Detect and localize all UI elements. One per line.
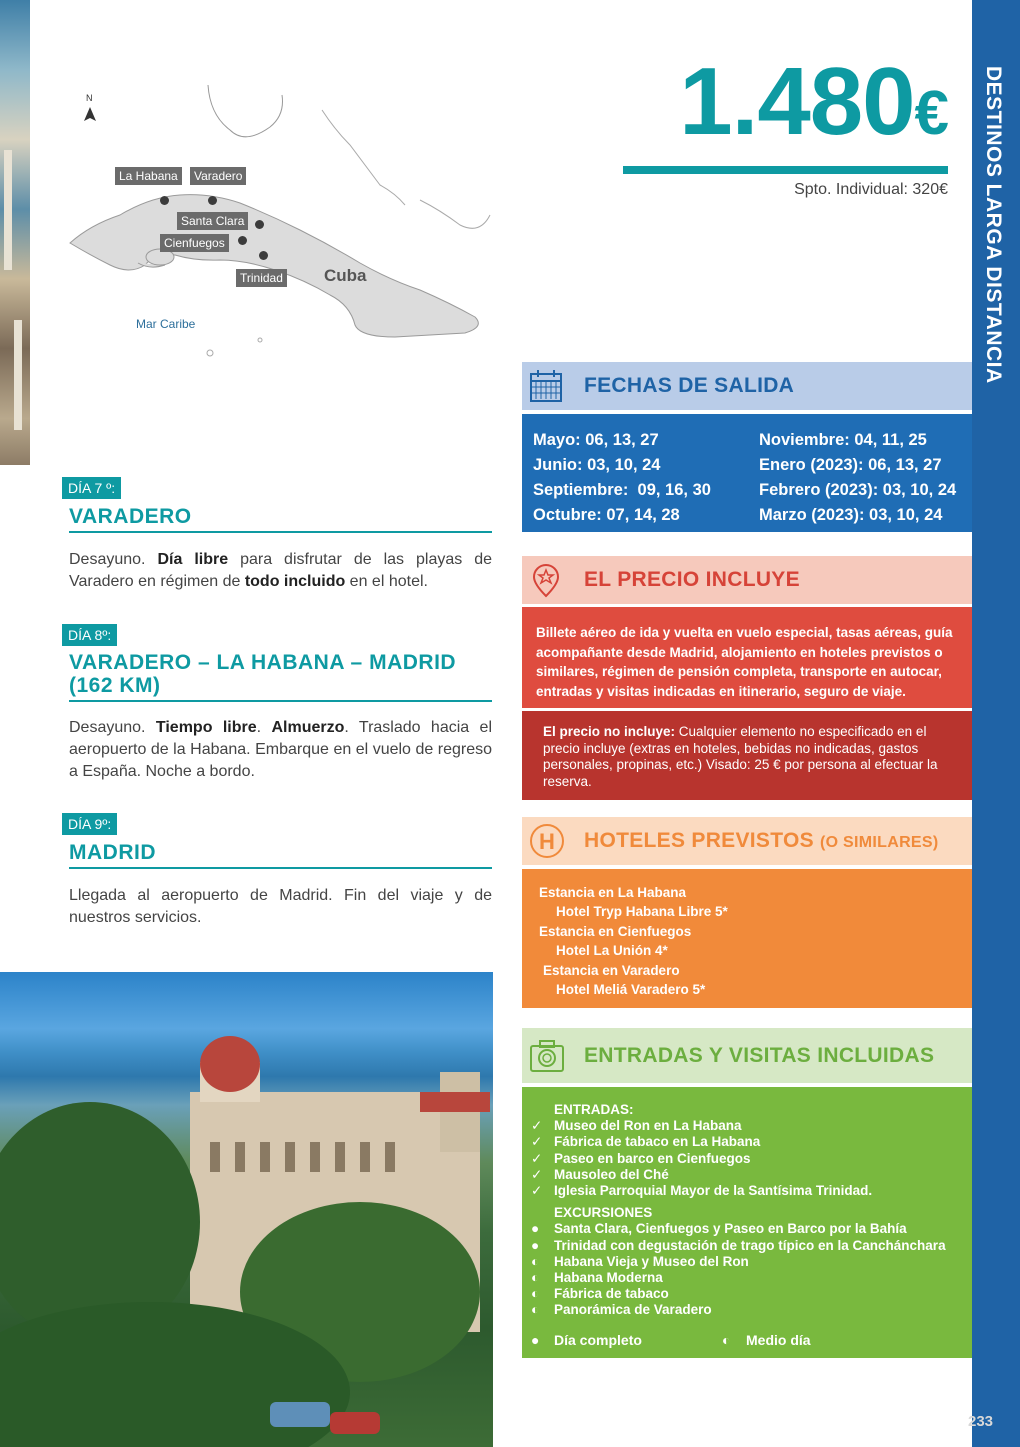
excursion-item bbox=[531, 1286, 972, 1302]
text-bold: Día libre bbox=[157, 551, 229, 568]
fecha-item: Mayo: 06, 13, 27 bbox=[533, 431, 659, 449]
half-day-icon: ◐ bbox=[531, 1270, 540, 1286]
map-label-santa-clara: Santa Clara bbox=[177, 212, 248, 230]
excursion-text: Fábrica de tabaco bbox=[554, 1286, 669, 1302]
map-label-varadero: Varadero bbox=[190, 167, 246, 185]
incluye-header bbox=[522, 556, 972, 604]
entrada-text: Museo del Ron en La Habana bbox=[554, 1118, 742, 1134]
check-icon: ✓ bbox=[531, 1134, 543, 1150]
map-dot-trinidad bbox=[259, 251, 268, 260]
fechas-body bbox=[522, 414, 972, 532]
map-label-cienfuegos: Cienfuegos bbox=[160, 234, 229, 252]
entradas-header bbox=[522, 1028, 972, 1083]
day-8-title-line2: (162 KM) bbox=[69, 674, 161, 697]
day-7-tag: DÍA 7 º: bbox=[62, 477, 121, 499]
excursiones-label: EXCURSIONES bbox=[554, 1205, 653, 1221]
map-label-la-habana: La Habana bbox=[115, 167, 182, 185]
fecha-item: Septiembre: 09, 16, 30 bbox=[533, 481, 711, 499]
text-part: . bbox=[256, 719, 272, 736]
check-icon: ✓ bbox=[531, 1166, 543, 1182]
half-day-icon: ◐ bbox=[531, 1286, 540, 1302]
text-part: Desayuno. bbox=[69, 719, 156, 736]
legend-full-day: Día completo bbox=[554, 1332, 642, 1348]
fecha-item: Junio: 03, 10, 24 bbox=[533, 456, 661, 474]
excursion-item bbox=[531, 1302, 972, 1318]
check-icon: ✓ bbox=[531, 1150, 543, 1166]
excursion-item bbox=[531, 1221, 972, 1237]
excursion-item bbox=[531, 1254, 972, 1270]
entrada-item bbox=[531, 1167, 972, 1183]
hotel-icon-letter: H bbox=[539, 829, 556, 854]
half-day-icon: ◐ bbox=[722, 1332, 731, 1348]
fecha-item: Febrero (2023): 03, 10, 24 bbox=[759, 481, 957, 499]
incluye-title: EL PRECIO INCLUYE bbox=[584, 568, 800, 591]
fechas-title: FECHAS DE SALIDA bbox=[584, 374, 795, 397]
fechas-column-1 bbox=[533, 428, 711, 528]
north-arrow-icon bbox=[80, 91, 100, 131]
text-part: Desayuno. bbox=[69, 551, 158, 568]
day-8-tag: DÍA 8º: bbox=[62, 624, 117, 646]
excursion-legend bbox=[531, 1332, 811, 1348]
cienfuegos-palace-photo bbox=[0, 972, 493, 1447]
price-currency: € bbox=[914, 79, 948, 148]
day-7-text bbox=[69, 549, 492, 593]
hotel-stay: Estancia en Varadero bbox=[543, 962, 680, 978]
camera-icon bbox=[528, 1037, 566, 1075]
hoteles-title-small: (O SIMILARES) bbox=[819, 833, 939, 851]
calendar-icon bbox=[528, 368, 564, 404]
excursion-item bbox=[531, 1270, 972, 1286]
single-supplement: Spto. Individual: 320€ bbox=[794, 181, 948, 198]
day-9-title: MADRID bbox=[69, 841, 492, 869]
no-incluye-body bbox=[522, 711, 972, 800]
legend-half-day: Medio día bbox=[746, 1332, 811, 1348]
excursion-text: Habana Vieja y Museo del Ron bbox=[554, 1253, 749, 1269]
map-dot-la-habana bbox=[160, 196, 169, 205]
entrada-item bbox=[531, 1151, 972, 1167]
excursion-item bbox=[531, 1238, 972, 1254]
excursion-text: Trinidad con degustación de trago típico en la Canchánchara bbox=[554, 1237, 946, 1253]
entradas-body bbox=[522, 1087, 972, 1358]
day-9-text: Llegada al aeropuerto de Madrid. Fin del viaje y de nuestros servicios. bbox=[69, 887, 492, 926]
half-day-icon: ◐ bbox=[531, 1302, 540, 1318]
text-part: . Traslado hacia el aeropuerto de la Habana. Embarque en el vuelo de regreso a España. Noche a bordo. bbox=[69, 719, 493, 780]
day-8-title bbox=[69, 651, 492, 702]
left-photo-strip bbox=[0, 0, 30, 465]
check-icon: ✓ bbox=[531, 1118, 543, 1134]
hoteles-header bbox=[522, 817, 972, 865]
entrada-item bbox=[531, 1134, 972, 1150]
hoteles-title: HOTELES PREVISTOS bbox=[584, 829, 814, 852]
full-day-icon: ● bbox=[531, 1221, 540, 1237]
palace-photo-illustration bbox=[0, 972, 493, 1447]
entradas-label: ENTRADAS: bbox=[554, 1102, 634, 1117]
text-bold: Tiempo libre bbox=[155, 719, 257, 736]
full-day-icon: ● bbox=[531, 1332, 540, 1348]
map-dot-varadero bbox=[208, 196, 217, 205]
full-day-icon: ● bbox=[531, 1237, 540, 1253]
text-bold: Almuerzo bbox=[271, 719, 345, 736]
photo-column-detail bbox=[14, 320, 22, 430]
hoteles-body bbox=[522, 869, 972, 1008]
fechas-column-2 bbox=[759, 428, 956, 528]
hotel-name: Hotel Tryp Habana Libre 5* bbox=[556, 904, 728, 920]
no-incluye-text: Cualquier elemento no especificado en el precio incluye (extras en hoteles, bebidas no indicadas, gastos personales, propinas, etc.) Visado: 25 € por persona al efectuar la reserva. bbox=[543, 724, 938, 789]
map-label-trinidad: Trinidad bbox=[236, 269, 287, 287]
fecha-item: Noviembre: 04, 11, 25 bbox=[759, 431, 927, 449]
incluye-body: Billete aéreo de ida y vuelta en vuelo especial, tasas aéreas, guía acompañante desde Madrid, alojamiento en hoteles previstos o similares, régimen de pensión completa, transporte en autocar, entradas y visitas indicadas en itinerario, seguro de viaje. bbox=[522, 607, 972, 708]
day-8-text bbox=[69, 717, 492, 783]
no-incluye-label: El precio no incluye: bbox=[543, 724, 676, 739]
entradas-title: ENTRADAS Y VISITAS INCLUIDAS bbox=[584, 1043, 935, 1067]
entrada-item bbox=[531, 1183, 972, 1199]
price-underline bbox=[623, 166, 948, 174]
text-bold: todo incluido bbox=[244, 573, 346, 590]
photo-column-detail bbox=[4, 150, 12, 270]
entrada-item bbox=[531, 1118, 972, 1134]
fecha-item: Enero (2023): 06, 13, 27 bbox=[759, 456, 942, 474]
map-dot-cienfuegos bbox=[238, 236, 247, 245]
text-part: para disfrutar de las playas de Varadero en régimen de bbox=[69, 551, 492, 590]
cuba-map bbox=[60, 75, 520, 375]
entrada-text: Fábrica de tabaco en La Habana bbox=[554, 1134, 761, 1150]
excursion-text: Habana Moderna bbox=[554, 1270, 663, 1286]
map-country-label: Cuba bbox=[324, 266, 367, 285]
day-8-title-line1: VARADERO – LA HABANA – MADRID bbox=[69, 651, 457, 674]
svg-text:N: N bbox=[86, 93, 93, 103]
hotel-icon bbox=[528, 822, 566, 860]
half-day-icon: ◐ bbox=[531, 1253, 540, 1269]
text-part: en el hotel. bbox=[345, 573, 428, 590]
hotel-stay: Estancia en La Habana bbox=[539, 885, 687, 900]
map-sea-label: Mar Caribe bbox=[136, 317, 196, 331]
fechas-header bbox=[522, 362, 972, 410]
day-9-tag: DÍA 9º: bbox=[62, 813, 117, 835]
day-7-title: VARADERO bbox=[69, 505, 492, 533]
hotel-name: Hotel La Unión 4* bbox=[556, 943, 668, 959]
price-amount bbox=[679, 48, 948, 164]
fecha-item: Octubre: 07, 14, 28 bbox=[533, 506, 680, 524]
side-band-title: DESTINOS LARGA DISTANCIA bbox=[982, 66, 1005, 384]
entrada-text: Mausoleo del Ché bbox=[554, 1166, 669, 1182]
cuba-map-shape bbox=[60, 75, 520, 375]
excursion-text: Panorámica de Varadero bbox=[554, 1302, 712, 1318]
entrada-text: Paseo en barco en Cienfuegos bbox=[554, 1150, 751, 1166]
hotel-name: Hotel Meliá Varadero 5* bbox=[556, 982, 706, 998]
price-number: 1.480 bbox=[679, 48, 915, 155]
entrada-text: Iglesia Parroquial Mayor de la Santísima Trinidad. bbox=[554, 1183, 873, 1199]
hotel-stay: Estancia en Cienfuegos bbox=[539, 923, 692, 939]
star-badge-icon bbox=[528, 562, 564, 598]
map-dot-santa-clara bbox=[255, 220, 264, 229]
page-number: 233 bbox=[968, 1413, 994, 1430]
excursion-text: Santa Clara, Cienfuegos y Paseo en Barco por la Bahía bbox=[554, 1221, 907, 1237]
fecha-item: Marzo (2023): 03, 10, 24 bbox=[759, 506, 943, 524]
check-icon: ✓ bbox=[531, 1183, 543, 1199]
